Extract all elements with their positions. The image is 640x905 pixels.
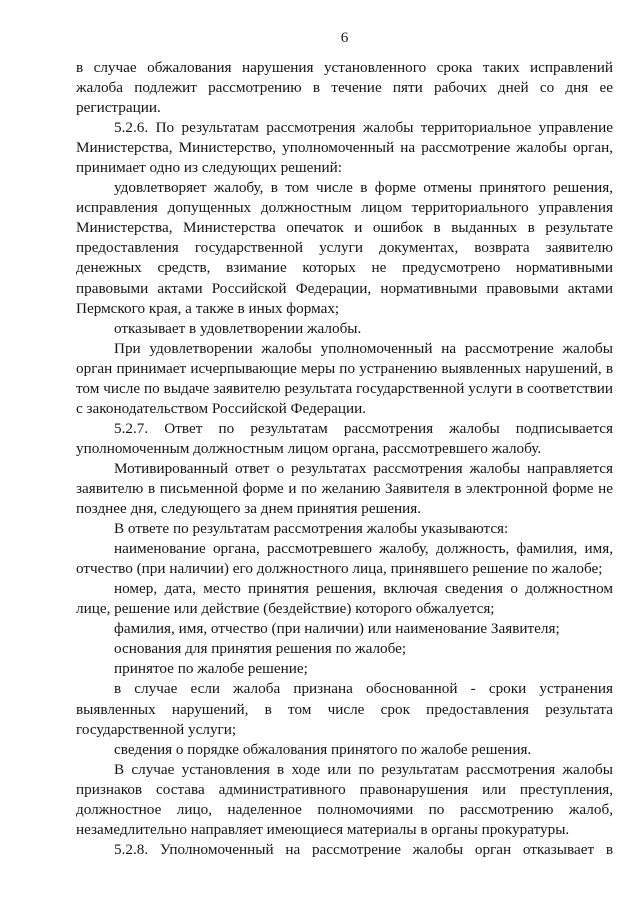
paragraph-5-2-7: 5.2.7. Ответ по результатам рассмотрения жалобы подписывается уполномоченным должностным лицом органа, рассмотревшего жалобу.	[76, 419, 613, 457]
paragraph-complaint-deadline-continuation: в случае обжалования нарушения установленного срока таких исправлений жалоба подлежит рассмотрению в течение пяти рабочих дней со дня ее регистрации.	[76, 59, 613, 117]
list-item-decision-number: номер, дата, место принятия решения, включая сведения о должностном лице, решение или действие (бездействие) которого обжалуется;	[76, 580, 613, 618]
paragraph-prosecution-referral: В случае установления в ходе или по результатам рассмотрения жалобы признаков состава административного правонарушения или преступления, должностное лицо, наделенное полномочиями по рассмотрению жалоб, незамедлительно направляет имеющиеся материалы в органы прокуратуры.	[76, 760, 613, 838]
page-number: 6	[340, 29, 349, 46]
paragraph-5-2-6: 5.2.6. По результатам рассмотрения жалобы территориальное управление Министерства, Министерство, уполномоченный на рассмотрение жалобы орган, принимает одно из следующих решений:	[76, 119, 613, 177]
list-item-decision: принятое по жалобе решение;	[114, 660, 308, 678]
paragraph-response-contents-intro: В ответе по результатам рассмотрения жалобы указываются:	[114, 520, 509, 538]
paragraph-remedial-measures: При удовлетворении жалобы уполномоченный на рассмотрение жалобы орган принимает исчерпывающие меры по устранению выявленных нарушений, в том числе по выдаче заявителю результата государственной услуги в соответствии с законодательством Российской Федерации.	[76, 339, 613, 417]
paragraph-reasoned-response: Мотивированный ответ о результатах рассмотрения жалобы направляется заявителю в письменной форме и по желанию Заявителя в электронной форме не позднее дня, следующего за днем принятия решения.	[76, 459, 613, 518]
paragraph-satisfies-complaint: удовлетворяет жалобу, в том числе в форме отмены принятого решения, исправления допущенных должностным лицом территориального управления Министерства, Министерства опечаток и ошибок в выданных в результате предоставления государственной услуги документах, возврата заявителю денежных средств, взимание которых не предусмотрено нормативными правовыми актами Российской Федерации, нормативными правовыми актами Пермского края, а также в иных формах;	[76, 179, 613, 317]
list-item-grounds: основания для принятия решения по жалобе;	[114, 640, 407, 658]
list-item-remedy-deadlines: в случае если жалоба признана обоснованной - сроки устранения выявленных нарушений, в том числе срок предоставления результата государственной услуги;	[76, 680, 613, 738]
list-item-appeal-procedure: сведения о порядке обжалования принятого по жалобе решения.	[114, 740, 532, 758]
list-item-applicant-name: фамилия, имя, отчество (при наличии) или наименование Заявителя;	[114, 620, 560, 638]
list-item-body-name: наименование органа, рассмотревшего жалобу, должность, фамилия, имя, отчество (при наличии) его должностного лица, принявшего решение по жалобе;	[76, 540, 613, 578]
paragraph-rejects-complaint: отказывает в удовлетворении жалобы.	[114, 319, 362, 337]
paragraph-5-2-8: 5.2.8. Уполномоченный на рассмотрение жалобы орган отказывает в	[114, 840, 613, 858]
document-body	[76, 58, 613, 860]
